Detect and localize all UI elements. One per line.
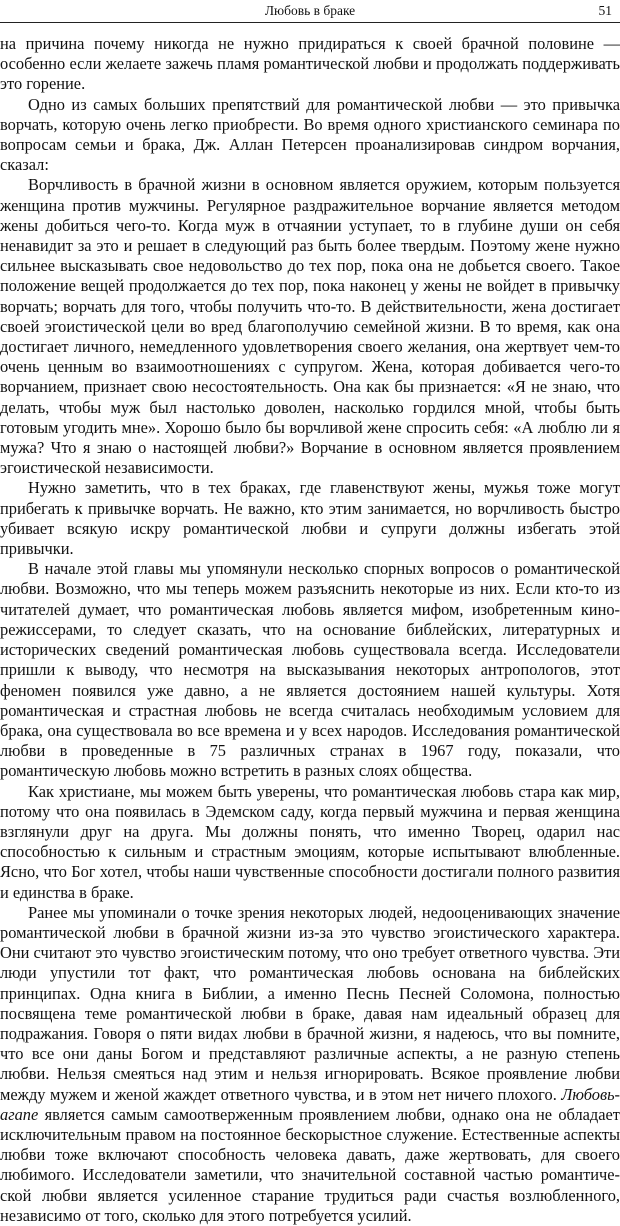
paragraph-nagging-intro: Одно из самых больших препятствий для романтической любви — это привычка ворчать, которую очень легко приобрести. Во время одного христианского семинара по вопросам семьи и брака, Дж. Аллан Петерсен проанализировав синдром ворчания, сказал:: [0, 94, 620, 175]
agape-text-after: является самым самоотверженным проявлением любви, однако она не обладает исключительным правом на постоянное бескорыстное служение. Естественные аспекты любви тоже включают способность человека давать, даже жертвовать, для своего любимого. Исследователи заметили, что значительной составной частью романтической любви является усиленное старание трудиться ради счастья возлюбленного, независимо от того, сколько для этого потребуется усилий.: [0, 1104, 620, 1225]
agape-emphasis: Любовь-агапе: [0, 1084, 620, 1124]
header-divider: [0, 22, 620, 23]
paragraph-continuation: на причина почему никогда не нужно придираться к своей брачной половине — особенно если желаете зажечь пламя романтической любви и продолжать поддерживать это горение.: [0, 34, 620, 94]
paragraph-agape-love: [0, 903, 620, 1226]
agape-text-before: Ранее мы упоминали о точке зрения некоторых людей, недооценивающих значение романтической любви в брачной жизни из-за это чувство эгоистического характера. Они считают это чувство эгоистическим потому, что оно требует ответного чувства. Эти люди упустили тот факт, что романтическая любовь основана на библейских принципах. Одна книга в Библии, а именно Песнь Песней Соломона, полностью посвящена теме романтической любви в браке, давая нам идеальный образец для подражания. Говоря о пяти видах любви в брачной жизни, я надеюсь, что вы помните, что все они даны Богом и представляют различные аспекты, а не разную степень любви. Нельзя смеяться над этим и нельзя игнорировать. Всякое проявление любви между мужем и женой жаждет ответного чувства, и в этом нет ничего плохого.: [0, 902, 620, 1104]
paragraph-disputed-questions: В начале этой главы мы упомянули несколько спорных вопросов о романтической любви. Возможно, что мы теперь можем разъяснить некоторые из них. Если кто-то из читателей думает, что романтическая любовь является мифом, изобретенным кино-режиссерами, то следует сказать, что на основание библейских, литературных и исторических сведений романтическая любовь существовала всегда. Исследователи пришли к выводу, что несмотря на высказывания некоторых антропологов, этот феномен появился уже давно, а не является достоянием нашей культуры. Хотя романтическая и страстная любовь не всегда считалась необходимым условием для брака, она существовала во все времена и у всех народов. Исследования романтической любви в проведенные в 75 различных странах в 1967 году, показали, что романтическую любовь можно встретить в разных слоях общества.: [0, 559, 620, 781]
page-number: 51: [598, 3, 612, 18]
paragraph-husbands-nagging: Нужно заметить, что в тех браках, где главенствуют жены, мужья тоже могут прибегать к привычке ворчать. Не важно, кто этим занимается, но ворчливость быстро убивает всякую искру романтической любви и супруги должны избегать этой привычки.: [0, 478, 620, 559]
paragraph-nagging-quote: Ворчливость в брачной жизни в основном является оружием, которым пользуется женщина против мужчины. Регулярное раздражительное ворчание является методом жены добиться чего-то. Когда муж в отчаянии уступает, то в глубине души он себя ненавидит за это и решает в следующий раз быть более твердым. Поэтому жене нужно сильнее высказывать свое недовольство до тех пор, пока она не добьется своего. Такое положение вещей продолжается до тех пор, пока наконец у жены не войдет в привычку ворчать; ворчать для того, чтобы получить что-то. В действительности, жена достигает своей эгоистической цели во вред благополучию семейной жизни. В то время, как она достигает личного, немедленного удовлетворения своего желания, она жертвует чем-то очень ценным во взаимоотношениях с супругом. Жена, которая добивается чего-то ворчанием, признает свою несостоятельность. Она как бы признается: «Я не знаю, что делать, чтобы муж был настолько доволен, насколько гордился мной, чтобы быть готовым угодить мне». Хорошо было бы ворчливой жене спросить себя: «А люблю ли я мужа? Что я знаю о настоящей любви?» Ворчание в основном является проявлением эгоистической независимости.: [0, 175, 620, 478]
paragraph-christian-view: Как христиане, мы можем быть уверены, что романтическая любовь стара как мир, потому что она появилась в Эдемском саду, когда первый мужчина и первая женщина взглянули друг на друга. Мы должны понять, что именно Творец, одарил нас способностью к сильным и страстным эмоциям, которые испытывают влюбленные. Ясно, что Бог хотел, чтобы наши чувственные способности достигали полного развития и единства в браке.: [0, 781, 620, 902]
running-header-title: Любовь в браке: [264, 3, 356, 18]
page-body: [0, 34, 620, 1226]
running-header: [0, 0, 620, 24]
